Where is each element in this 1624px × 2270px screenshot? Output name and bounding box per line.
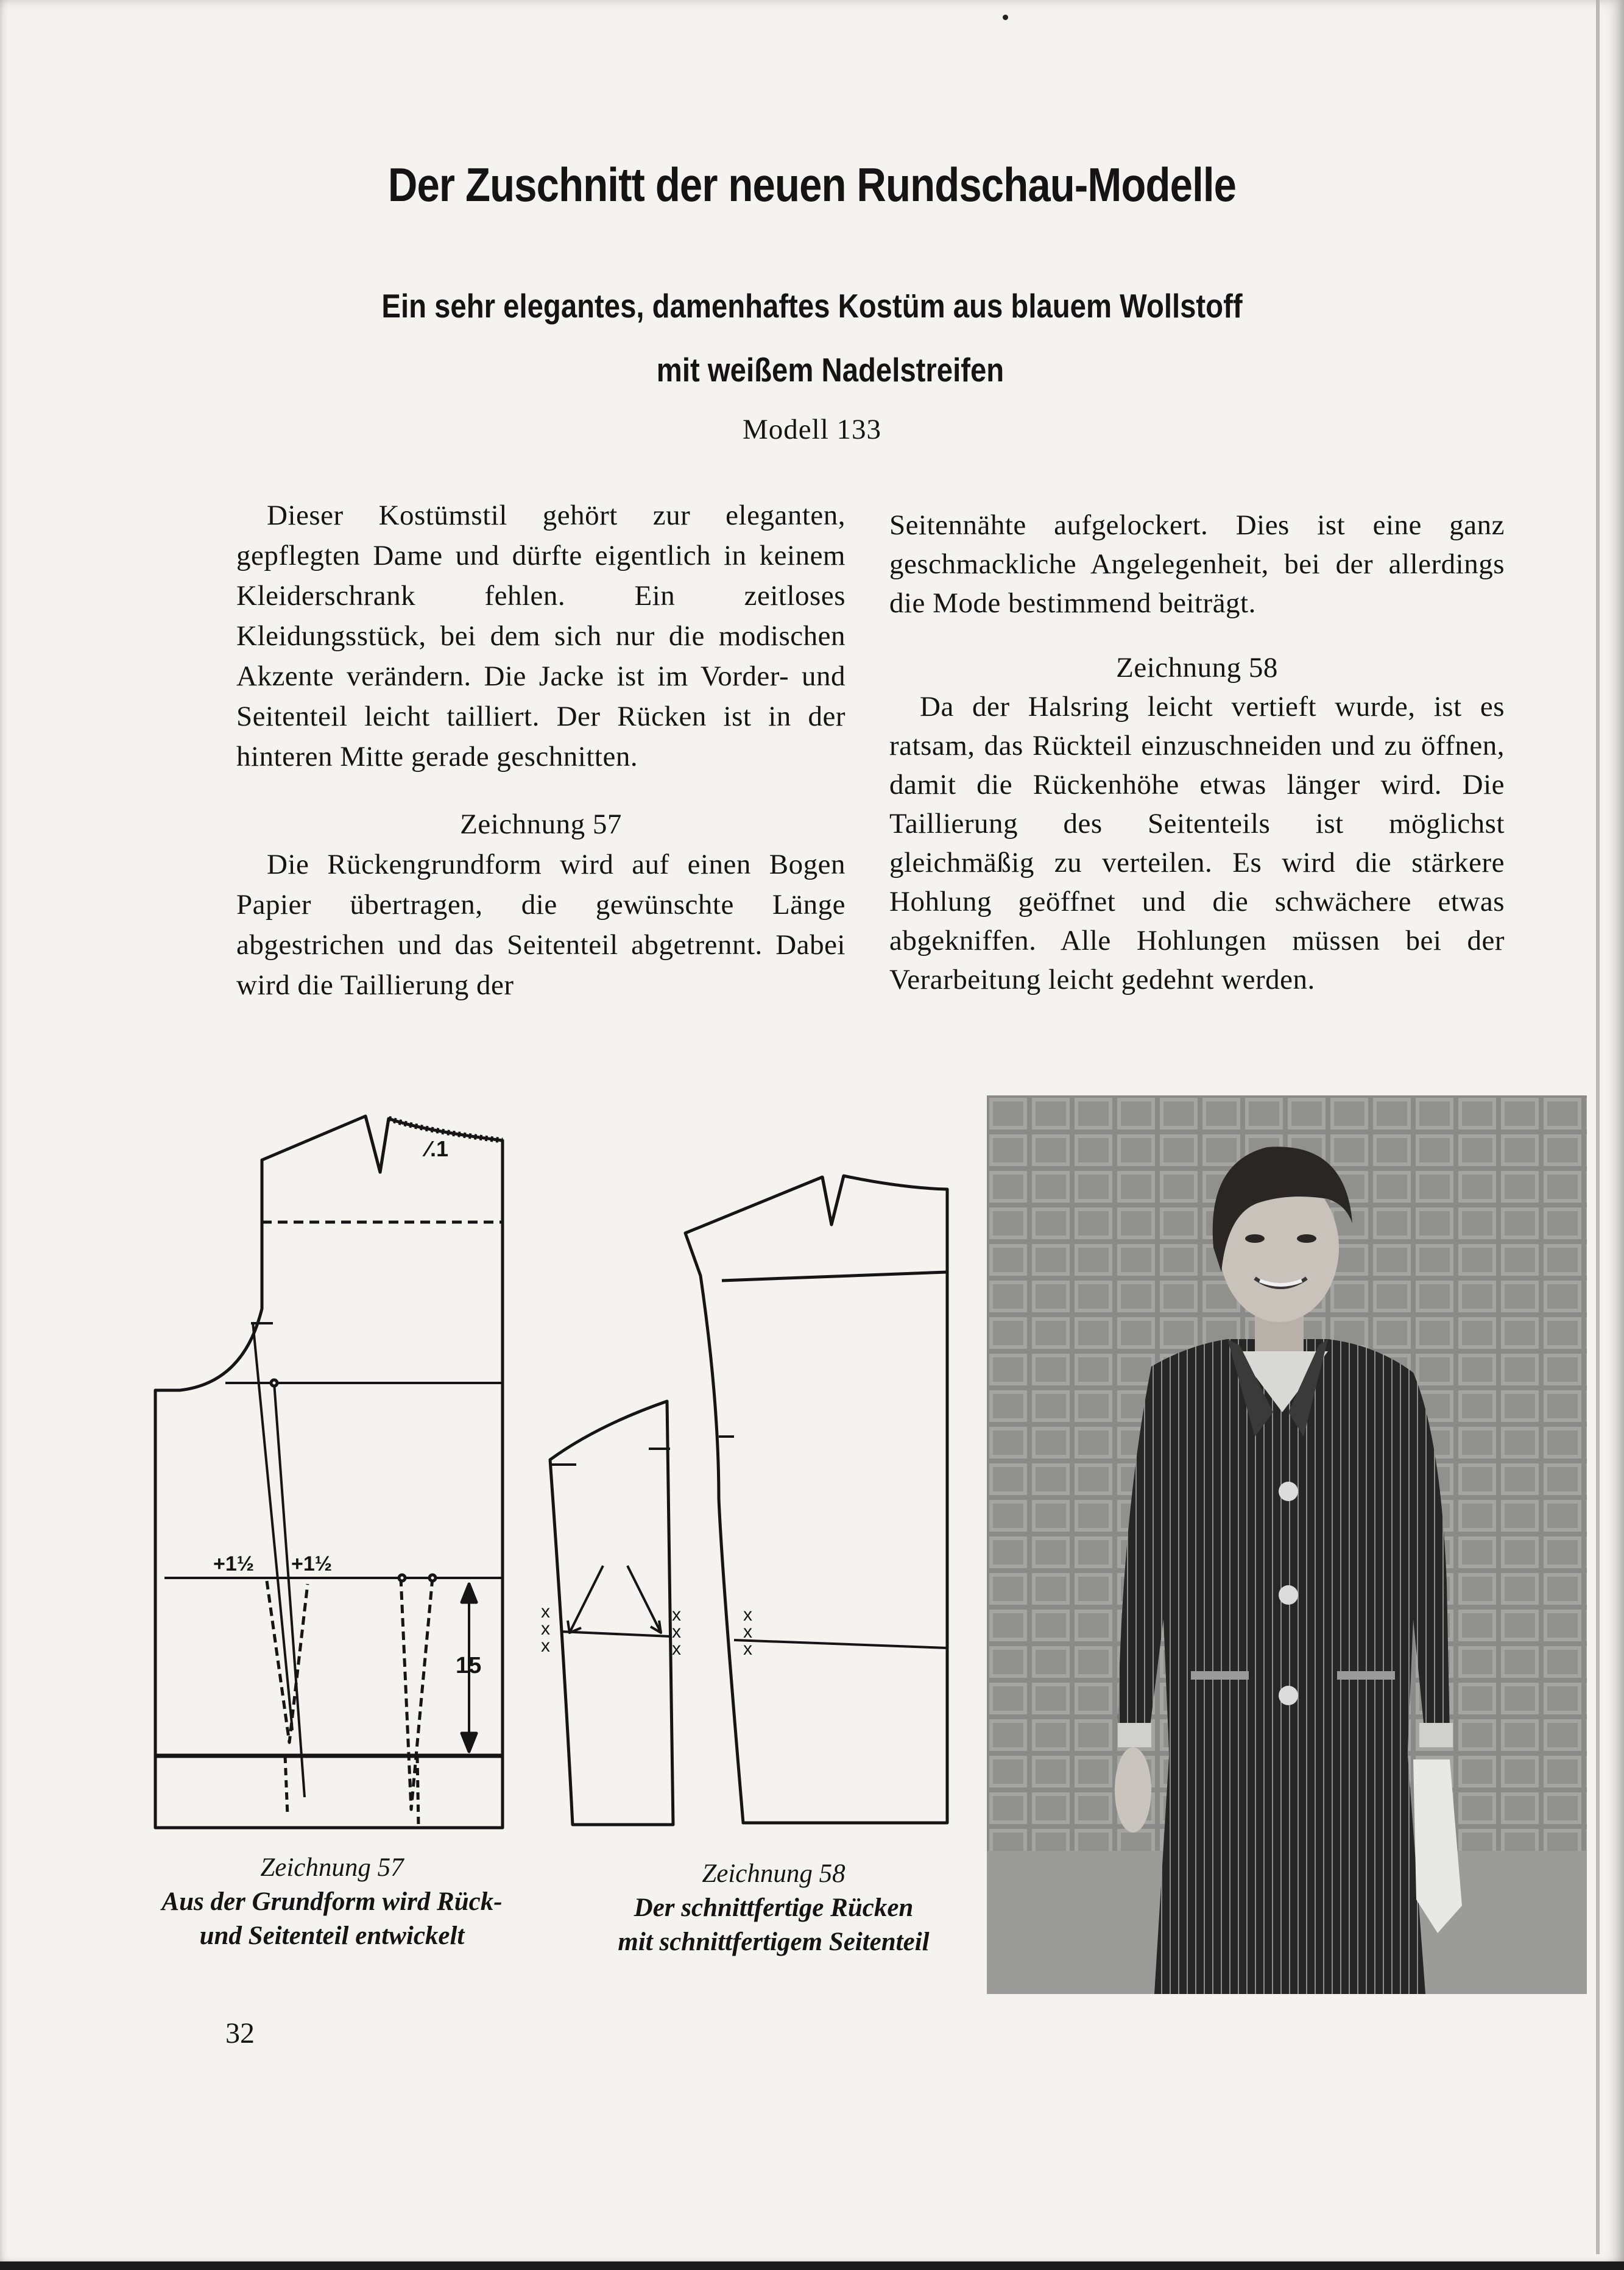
- mark-x: x: [743, 1639, 752, 1659]
- plus-label-left: +1½: [213, 1552, 255, 1575]
- left-text-column: [236, 495, 846, 1005]
- caption-drawing-57: [119, 1851, 545, 1953]
- bottom-scan-edge: [0, 2261, 1624, 2270]
- drawing-58-back: [685, 1176, 947, 1823]
- mark-x: x: [672, 1605, 681, 1625]
- drawing-58-side-panel: [550, 1401, 673, 1825]
- print-speck: [1003, 15, 1008, 20]
- section-paragraph-58: Da der Halsring leicht vertieft wurde, ist es ratsam, das Rückteil einzuschneiden und zu öffnen, damit die Rückenhöhe etwas länger wird. Die Taillierung des Seitenteils ist möglichst gleichmäßig zu verteilen. Es wird die stärkere Hohlung geöffnet und die schwächere etwas abgekniffen. Alle Hohlungen müssen bei der Verarbeitung leicht gedehnt werden.: [889, 691, 1505, 995]
- intro-paragraph: Dieser Kostümstil gehört zur eleganten, gepflegten Dame und dürfte eigentlich in keinem Kleiderschrank fehlen. Ein zeitloses Kleidungsstück, bei dem sich nur die modischen Akzente verändern. Die Jacke ist im Vorder- und Seitenteil leicht tailliert. Der Rücken ist in der hinteren Mitte gerade geschnitten.: [236, 500, 846, 773]
- page-fold-shadow: [1596, 0, 1600, 2254]
- mark-x: x: [743, 1622, 752, 1642]
- mark-x: x: [672, 1639, 681, 1659]
- section-heading-58: Zeichnung 58: [1116, 652, 1278, 684]
- jacket-button: [1279, 1482, 1298, 1501]
- length-label: 15: [456, 1653, 482, 1678]
- page-title: Der Zuschnitt der neuen Rundschau-Modelle: [387, 158, 1237, 211]
- drawing-57: [155, 1116, 503, 1828]
- mark-x: x: [672, 1622, 681, 1642]
- pinstripe-skirt: [1154, 1747, 1425, 1994]
- caption-57-line-1: Aus der Grundform wird Rück-: [161, 1887, 503, 1916]
- mark-x: x: [541, 1602, 550, 1622]
- mark-x: x: [541, 1636, 550, 1656]
- shoulder-dart: [365, 1116, 389, 1172]
- caption-58-line-2: mit schnittfertigem Seitenteil: [618, 1928, 930, 1956]
- jacket-button: [1279, 1585, 1298, 1605]
- right-text-column: [889, 506, 1505, 999]
- section-heading-57: Zeichnung 57: [460, 808, 622, 840]
- subtitle-line-1: Ein sehr elegantes, damenhaftes Kostüm aus blauem Wollstoff: [381, 287, 1243, 325]
- continuation-paragraph: Seitennähte aufgelockert. Dies ist eine ganz geschmackliche Angelegenheit, bei der allerdings die Mode bestimmend beiträgt.: [889, 509, 1505, 619]
- plus-label-right: +1½: [291, 1552, 333, 1575]
- pattern-drawings: [134, 1097, 975, 1846]
- caption-58-heading: Zeichnung 58: [702, 1859, 846, 1888]
- caption-58-line-1: Der schnittfertige Rücken: [634, 1893, 914, 1922]
- page-number: 32: [225, 2017, 255, 2049]
- model-photo: [987, 1095, 1587, 1994]
- subtitle-line-2: mit weißem Nadelstreifen: [656, 351, 1004, 389]
- jacket-button: [1279, 1686, 1298, 1705]
- caption-drawing-58: [560, 1857, 987, 1959]
- model-number: Modell 133: [742, 414, 882, 445]
- side-dart-57: [267, 1581, 308, 1742]
- mark-x: x: [541, 1619, 550, 1639]
- section-paragraph-57: Die Rückengrundform wird auf einen Bogen Papier übertragen, die gewünschte Länge abgestrichen und das Seitenteil abgetrennt. Dabei wird die Taillierung der: [236, 849, 846, 1001]
- caption-57-line-2: und Seitenteil entwickelt: [199, 1922, 465, 1950]
- model-photo-illustration: [987, 1095, 1587, 1994]
- caption-57-heading: Zeichnung 57: [260, 1853, 404, 1882]
- mark-x: x: [743, 1605, 752, 1625]
- dart-label: ⁄.1: [426, 1136, 449, 1161]
